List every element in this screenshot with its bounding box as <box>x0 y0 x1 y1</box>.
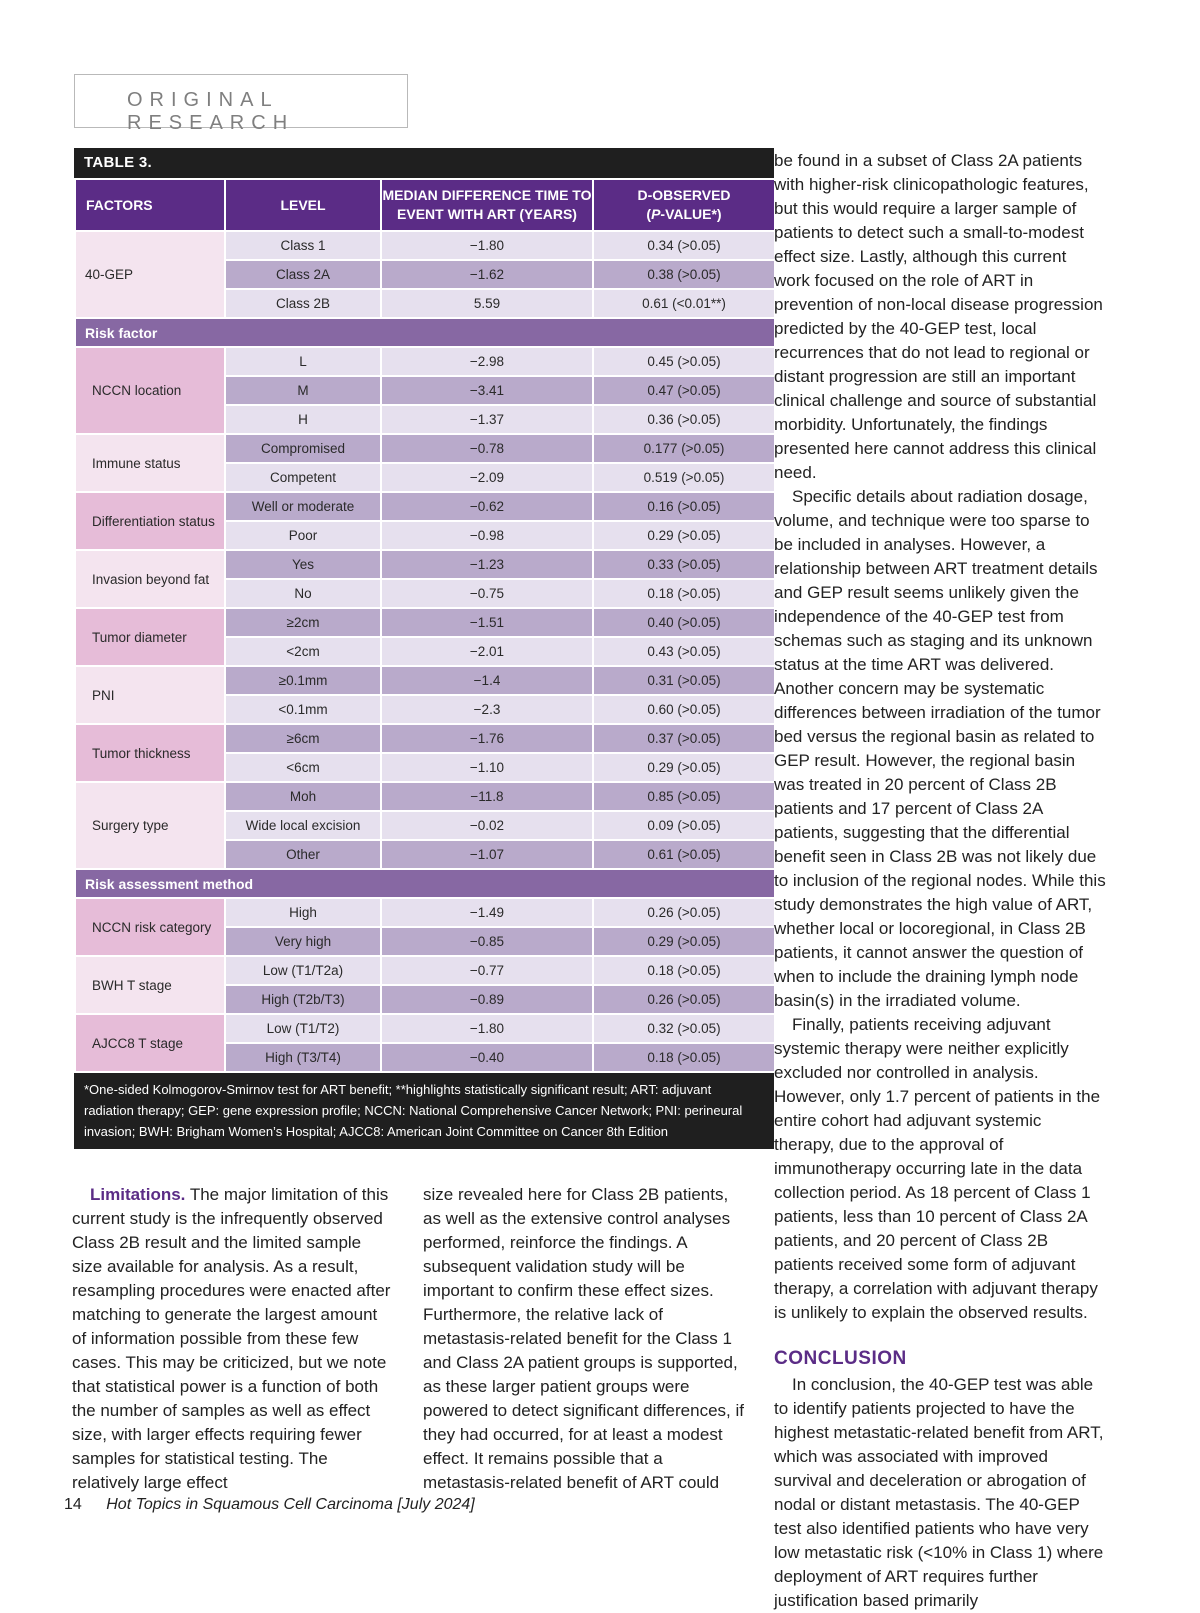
level-cell: Other <box>225 840 381 869</box>
d-observed-cell: 0.31 (>0.05) <box>593 666 775 695</box>
table-row <box>75 724 775 753</box>
table-row <box>75 347 775 376</box>
level-cell: Class 2A <box>225 260 381 289</box>
table-row <box>75 666 775 695</box>
level-cell: High (T2b/T3) <box>225 985 381 1014</box>
conclusion-heading: CONCLUSION <box>774 1348 907 1369</box>
table-row <box>75 956 775 985</box>
band-row <box>75 869 775 898</box>
column-right <box>774 149 1106 1613</box>
d-observed-cell: 0.85 (>0.05) <box>593 782 775 811</box>
right-paragraph-2: Specific details about radiation dosage, volume, and technique were too sparse to be included in analyses. However, a relationship between ART treatment details and GEP result seems unlikely given the independence of the 40-GEP test from schemas such as staging and its unknown status at the time ART was delivered. Another concern may be systematic differences between irradiation of the tumor bed versus the regional basin as related to GEP result. However, the regional basin was treated in 20 percent of Class 2B patients and 17 percent of Class 2A patients, suggesting that the differential benefit seen in Class 2B was not likely due to inclusion of the regional nodes. While this study demonstrates the high value of ART, whether local or locoregional, in Class 2B patients, it cannot answer the question of when to include the draining lymph node basin(s) in the irradiated volume. <box>774 487 1106 1010</box>
median-cell: 5.59 <box>381 289 593 318</box>
table-row <box>75 608 775 637</box>
median-cell: −0.98 <box>381 521 593 550</box>
d-observed-cell: 0.36 (>0.05) <box>593 405 775 434</box>
header-factors: FACTORS <box>75 179 225 231</box>
header-median: MEDIAN DIFFERENCE TIME TO EVENT WITH ART (YEARS) <box>381 179 593 231</box>
header-d-observed: D-OBSERVED (P-VALUE*) <box>593 179 775 231</box>
table-row <box>75 231 775 260</box>
limitations-lead: Limitations. <box>90 1185 186 1204</box>
level-cell: Compromised <box>225 434 381 463</box>
level-cell: Moh <box>225 782 381 811</box>
factor-cell: NCCN location <box>75 347 225 434</box>
d-observed-cell: 0.61 (>0.05) <box>593 840 775 869</box>
level-cell: Yes <box>225 550 381 579</box>
median-cell: −0.75 <box>381 579 593 608</box>
median-cell: −1.37 <box>381 405 593 434</box>
median-cell: −0.62 <box>381 492 593 521</box>
median-cell: −1.80 <box>381 1014 593 1043</box>
level-cell: No <box>225 579 381 608</box>
level-cell: H <box>225 405 381 434</box>
table-3 <box>74 148 774 1149</box>
d-observed-cell: 0.43 (>0.05) <box>593 637 775 666</box>
d-observed-cell: 0.60 (>0.05) <box>593 695 775 724</box>
column-left <box>72 1183 394 1495</box>
d-observed-cell: 0.40 (>0.05) <box>593 608 775 637</box>
d-observed-cell: 0.18 (>0.05) <box>593 1043 775 1072</box>
level-cell: <6cm <box>225 753 381 782</box>
median-cell: −2.98 <box>381 347 593 376</box>
table-row <box>75 782 775 811</box>
d-observed-cell: 0.519 (>0.05) <box>593 463 775 492</box>
level-cell: ≥6cm <box>225 724 381 753</box>
d-observed-cell: 0.18 (>0.05) <box>593 956 775 985</box>
table-row <box>75 898 775 927</box>
median-cell: −3.41 <box>381 376 593 405</box>
median-cell: −1.76 <box>381 724 593 753</box>
d-observed-cell: 0.18 (>0.05) <box>593 579 775 608</box>
level-cell: Very high <box>225 927 381 956</box>
level-cell: ≥2cm <box>225 608 381 637</box>
median-cell: −1.10 <box>381 753 593 782</box>
median-cell: −1.51 <box>381 608 593 637</box>
d-observed-cell: 0.38 (>0.05) <box>593 260 775 289</box>
d-observed-cell: 0.26 (>0.05) <box>593 985 775 1014</box>
median-cell: −0.89 <box>381 985 593 1014</box>
level-cell: Poor <box>225 521 381 550</box>
level-cell: ≥0.1mm <box>225 666 381 695</box>
median-cell: −0.02 <box>381 811 593 840</box>
band-risk-assessment: Risk assessment method <box>75 869 775 898</box>
level-cell: High <box>225 898 381 927</box>
table-footnote: *One-sided Kolmogorov-Smirnov test for ART benefit; **highlights statistically significant result; ART: adjuvant radiation therapy; GEP: gene expression profile; NCCN: National Comprehensive Cancer Network; PNI: perineural invasion; BWH: Brigham Women’s Hospital; AJCC8: American Joint Committee on Cancer 8th Edition <box>74 1073 774 1149</box>
level-cell: Low (T1/T2) <box>225 1014 381 1043</box>
column-middle <box>423 1183 745 1495</box>
level-cell: M <box>225 376 381 405</box>
median-cell: −1.80 <box>381 231 593 260</box>
level-cell: <2cm <box>225 637 381 666</box>
d-observed-cell: 0.16 (>0.05) <box>593 492 775 521</box>
factor-cell: BWH T stage <box>75 956 225 1014</box>
factor-cell: Tumor diameter <box>75 608 225 666</box>
factor-cell: Tumor thickness <box>75 724 225 782</box>
d-observed-cell: 0.29 (>0.05) <box>593 521 775 550</box>
d-observed-cell: 0.33 (>0.05) <box>593 550 775 579</box>
d-observed-cell: 0.47 (>0.05) <box>593 376 775 405</box>
section-label-box <box>74 74 408 134</box>
factor-cell: Differentiation status <box>75 492 225 550</box>
median-cell: −1.4 <box>381 666 593 695</box>
limitations-text: The major limitation of this current study is the infrequently observed Class 2B result and the limited sample size available for analysis. As a result, resampling procedures were enacted after matching to generate the largest amount of information possible from these few cases. This may be criticized, but we note that statistical power is a function of both the number of samples as well as effect size, with larger effects requiring fewer samples for statistical testing. The relatively large effect <box>72 1185 391 1492</box>
d-observed-cell: 0.09 (>0.05) <box>593 811 775 840</box>
median-cell: −0.78 <box>381 434 593 463</box>
d-observed-cell: 0.26 (>0.05) <box>593 898 775 927</box>
right-paragraph-1: be found in a subset of Class 2A patients with higher-risk clinicopathologic features, but this would require a larger sample of patients to detect such a small-to-modest effect size. Lastly, although this current work focused on the role of ART in prevention of non-local disease progression predicted by the 40-GEP test, local recurrences that do not lead to regional or distant progression are still an important clinical challenge and source of substantial morbidity. Unfortunately, the findings presented here cannot address this clinical need. <box>774 151 1103 482</box>
d-observed-cell: 0.177 (>0.05) <box>593 434 775 463</box>
level-cell: High (T3/T4) <box>225 1043 381 1072</box>
page-footer <box>64 1496 475 1514</box>
factor-cell: AJCC8 T stage <box>75 1014 225 1072</box>
factor-cell: Surgery type <box>75 782 225 869</box>
journal-title: Hot Topics in Squamous Cell Carcinoma [July 2024] <box>106 1496 475 1513</box>
d-observed-cell: 0.34 (>0.05) <box>593 231 775 260</box>
median-cell: −1.62 <box>381 260 593 289</box>
level-cell: Class 1 <box>225 231 381 260</box>
median-cell: −0.85 <box>381 927 593 956</box>
level-cell: Well or moderate <box>225 492 381 521</box>
factor-cell: NCCN risk category <box>75 898 225 956</box>
factor-cell: Immune status <box>75 434 225 492</box>
level-cell: Wide local excision <box>225 811 381 840</box>
band-row <box>75 318 775 347</box>
median-cell: −0.77 <box>381 956 593 985</box>
median-cell: −0.40 <box>381 1043 593 1072</box>
table-row <box>75 1014 775 1043</box>
right-paragraph-3: Finally, patients receiving adjuvant systemic therapy were neither explicitly excluded nor controlled in analysis. However, only 1.7 percent of patients in the entire cohort had adjuvant systemic therapy, due to the approval of immunotherapy occurring late in the data collection period. As 18 percent of Class 1 patients, less than 10 percent of Class 2A patients, and 20 percent of Class 2B patients received some form of adjuvant therapy, a correlation with adjuvant therapy is unlikely to explain the observed results. <box>774 1015 1101 1322</box>
d-observed-cell: 0.32 (>0.05) <box>593 1014 775 1043</box>
median-cell: −1.23 <box>381 550 593 579</box>
level-cell: Low (T1/T2a) <box>225 956 381 985</box>
level-cell: Class 2B <box>225 289 381 318</box>
band-risk-factor: Risk factor <box>75 318 775 347</box>
factor-cell: Invasion beyond fat <box>75 550 225 608</box>
data-table <box>74 178 776 1073</box>
d-observed-cell: 0.29 (>0.05) <box>593 753 775 782</box>
table-row <box>75 492 775 521</box>
median-cell: −1.49 <box>381 898 593 927</box>
table-row <box>75 550 775 579</box>
d-observed-cell: 0.29 (>0.05) <box>593 927 775 956</box>
d-observed-cell: 0.61 (<0.01**) <box>593 289 775 318</box>
factor-cell: PNI <box>75 666 225 724</box>
median-cell: −1.07 <box>381 840 593 869</box>
table-title: TABLE 3. <box>74 148 774 178</box>
factor-cell: 40-GEP <box>75 231 225 318</box>
header-row <box>75 179 775 231</box>
d-observed-cell: 0.37 (>0.05) <box>593 724 775 753</box>
header-level: LEVEL <box>225 179 381 231</box>
median-cell: −11.8 <box>381 782 593 811</box>
table-row <box>75 434 775 463</box>
median-cell: −2.09 <box>381 463 593 492</box>
conclusion-paragraph: In conclusion, the 40-GEP test was able to identify patients projected to have the highest metastatic-related benefit from ART, which was associated with improved survival and deceleration or abrogation of nodal or distant metastasis. The 40-GEP test also identified patients who have very low metastatic risk (<10% in Class 1) where deployment of ART requires further justification based primarily <box>774 1375 1104 1610</box>
level-cell: <0.1mm <box>225 695 381 724</box>
median-cell: −2.01 <box>381 637 593 666</box>
limitations-paragraph <box>72 1183 394 1495</box>
level-cell: Competent <box>225 463 381 492</box>
d-observed-cell: 0.45 (>0.05) <box>593 347 775 376</box>
level-cell: L <box>225 347 381 376</box>
section-label: ORIGINAL RESEARCH <box>127 89 295 134</box>
page-number: 14 <box>64 1496 82 1513</box>
median-cell: −2.3 <box>381 695 593 724</box>
middle-paragraph: size revealed here for Class 2B patients, as well as the extensive control analyses performed, reinforce the findings. A subsequent validation study will be important to confirm these effect sizes. Furthermore, the relative lack of metastasis-related benefit for the Class 1 and Class 2A patient groups is supported, as these larger patient groups were powered to detect significant differences, if they had occurred, for at least a modest effect. It remains possible that a metastasis-related benefit of ART could <box>423 1185 744 1492</box>
